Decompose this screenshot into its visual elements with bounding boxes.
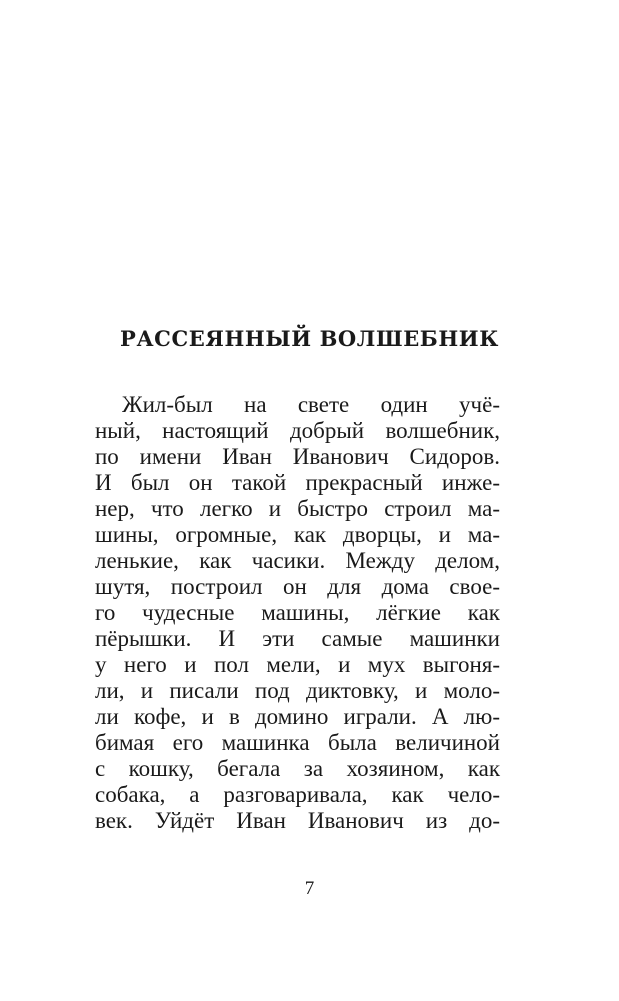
text-line: ленькие, как часики. Между делом, xyxy=(95,548,500,573)
text-line: ли кофе, и в домино играли. А лю- xyxy=(95,704,500,729)
text-line: собака, а разговаривала, как чело- xyxy=(95,782,500,807)
text-line: го чудесные машины, лёгкие как xyxy=(95,600,500,625)
text-line: бимая его машинка была величиной xyxy=(95,730,500,755)
text-line: по имени Иван Иванович Сидоров. xyxy=(95,444,500,469)
text-line: пёрышки. И эти самые машинки xyxy=(95,626,500,651)
text-line: шутя, построил он для дома свое- xyxy=(95,574,500,599)
page-number: 7 xyxy=(304,878,315,899)
text-line: с кошку, бегала за хозяином, как xyxy=(95,756,500,781)
text-line: ли, и писали под диктовку, и моло- xyxy=(95,678,500,703)
text-line: у него и пол мели, и мух выгоня- xyxy=(95,652,500,677)
text-line: век. Уйдёт Иван Иванович из до- xyxy=(95,808,500,833)
text-line: шины, огромные, как дворцы, и ма- xyxy=(95,522,500,547)
text-line: нер, что легко и быстро строил ма- xyxy=(95,496,500,521)
text-line: И был он такой прекрасный инже- xyxy=(95,470,500,495)
body-text xyxy=(95,392,500,834)
text-line: Жил-был на свете один учё- xyxy=(122,392,500,417)
chapter-title: РАССЕЯННЫЙ ВОЛШЕБНИК xyxy=(120,326,499,351)
text-line: ный, настоящий добрый волшебник, xyxy=(95,418,500,443)
